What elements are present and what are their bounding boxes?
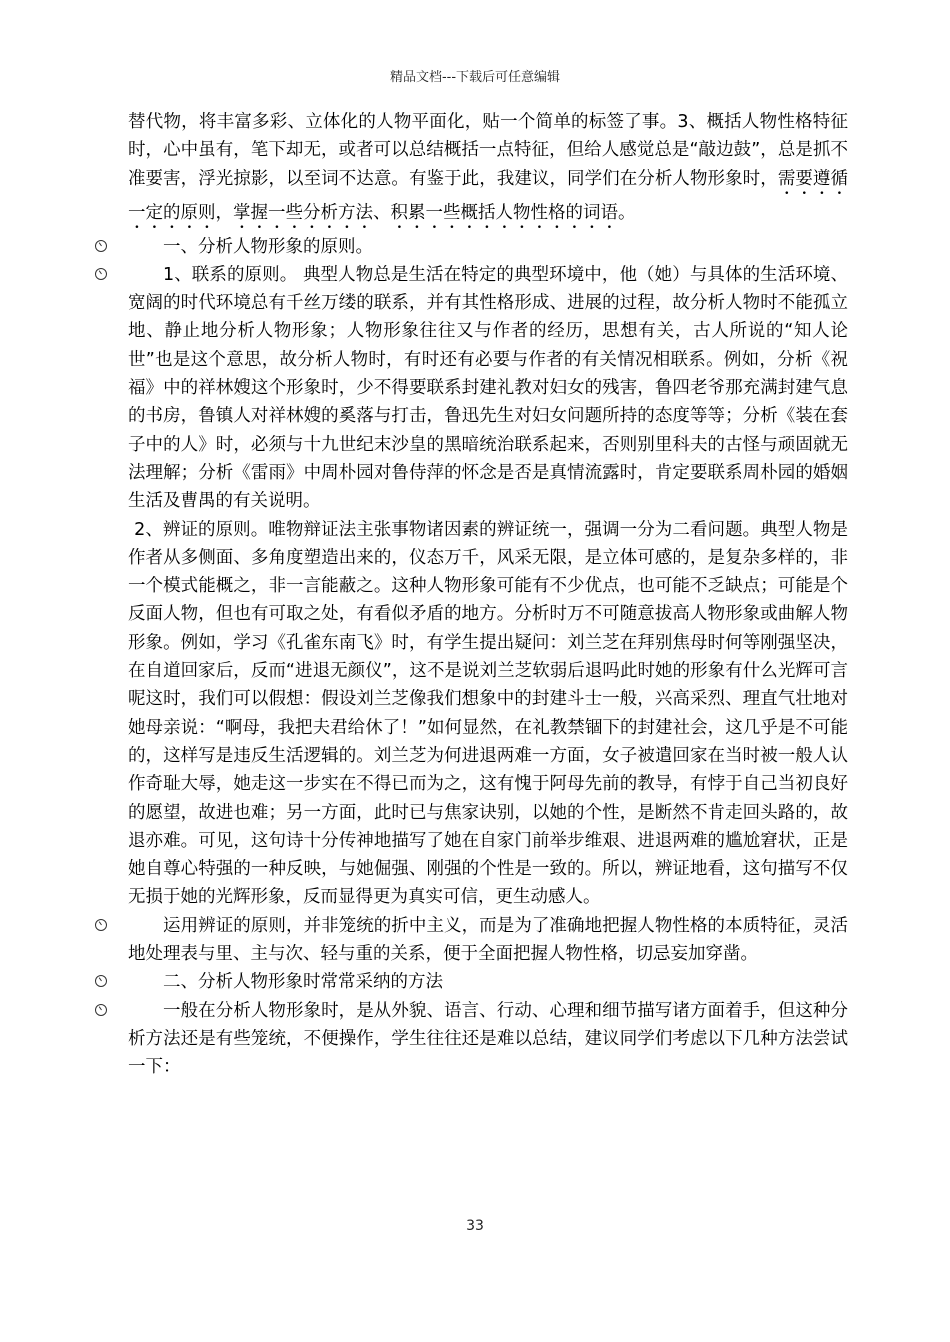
heading-methods	[128, 968, 848, 996]
page-number: 33	[466, 1218, 484, 1234]
paragraph-dialectic-summary	[128, 912, 848, 969]
page-header: 精品文档---下载后可任意编辑	[389, 70, 561, 85]
paragraph-text: 2、辨证的原则。唯物辩证法主张事物诸因素的辨证统一，强调一分为二看问题。典型人物是作者从多侧面、多角度塑造出来的，仪态万千，风采无限，是立体可感的，是复杂多样的，非一个模式能概之，非一言能蔽之。这种人物形象可能有不少优点，也可能不乏缺点；可能是个反面人物，但也有可取之处，有看似矛盾的地方。分析时万不可随意拔高人物形象或曲解人物形象。例如，学习《孔雀东南飞》时，有学生提出疑问：刘兰芝在拜别焦母时何等刚强坚决，在自道回家后，反而“进退无颜仪”，这不是说刘兰芝软弱后退吗此时她的形象有什么光辉可言呢这时，我们可以假想：假设刘兰芝像我们想象中的封建斗士一般，兴高采烈、理直气壮地对她母亲说：“啊母，我把夫君给休了！”如何显然，在礼教禁锢下的封建社会，这几乎是不可能的，这样写是违反生活逻辑的。刘兰芝为何进退两难一方面，女子被遣回家在当时被一般人认作奇耻大辱，她走这一步实在不得已而为之，这有愧于阿母先前的教导，有悖于自己当初良好的愿望，故进也难；另一方面，此时已与焦家诀别，以她的个性，是断然不肯走回头路的，故退亦难。可见，这句诗十分传神地描写了她在自家门前举步维艰、进退两难的尴尬窘状，正是她自尊心特强的一种反映，与她倔强、刚强的个性是一致的。所以，辨证地看，这句描写不仅无损于她的光辉形象，反而显得更为真实可信，更生动感人。	[128, 519, 848, 908]
clock-icon	[95, 975, 107, 987]
paragraph-dialectic-principle	[128, 516, 848, 912]
paragraph-continued	[128, 108, 848, 233]
paragraph-text: 1、联系的原则。 典型人物总是生活在特定的典型环境中，他（她）与具体的生活环境、宽阔的时代环境总有千丝万缕的联系，并有其性格形成、进展的过程，故分析人物时不能孤立地、静止地分析人物形象；人物形象往往又与作者的经历，思想有关，古人所说的“知人论世”也是这个意思，故分析人物时，有时还有必要与作者的有关情况相联系。例如，分析《祝福》中的祥林嫂这个形象时，少不得要联系封建礼教对妇女的残害，鲁四老爷那充满封建气息的书房，鲁镇人对祥林嫂的奚落与打击，鲁迅先生对妇女问题所持的态度等等；分析《装在套子中的人》时，必须与十九世纪末沙皇的黑暗统治联系起来，否则别里科夫的古怪与顽固就无法理解；分析《雷雨》中周朴园对鲁侍萍的怀念是否是真情流露时，肯定要联系周朴园的婚姻生活及曹禺的有关说明。	[128, 264, 848, 512]
clock-icon	[95, 1004, 107, 1016]
clock-icon	[95, 268, 107, 280]
paragraph-text: 一、分析人物形象的原则。	[163, 236, 373, 257]
clock-icon	[95, 240, 107, 252]
paragraph-text: 替代物，将丰富多彩、立体化的人物平面化，贴一个简单的标签了事。3、概括人物性格特征时，心中虽有，笔下却无，或者可以总结概括一点特征，但给人感觉总是“敲边鼓”，总是抓不准要害，浮光掠影，以至词不达意。有鉴于此，我建议，同学们在分析人物形象时，	[128, 112, 848, 189]
emphasized-text: 需要遵循一定的原则，掌握一些分析方法、积累一些概括人物性格的词语	[128, 168, 848, 223]
clock-icon	[95, 919, 107, 931]
paragraph-text: 一般在分析人物形象时，是从外貌、语言、行动、心理和细节描写诸方面着手，但这种分析方法还是有些笼统，不便操作，学生往往还是难以总结，建议同学们考虑以下几种方法尝试一下：	[128, 1000, 848, 1078]
paragraph-text: 运用辨证的原则，并非笼统的折中主义，而是为了准确地把握人物性格的本质特征，灵活地处理表与里、主与次、轻与重的关系，便于全面把握人物性格，切忌妄加穿凿。	[128, 915, 848, 965]
paragraph-text: 二、分析人物形象时常常采纳的方法	[163, 972, 443, 993]
paragraph-methods-intro	[128, 997, 848, 1082]
paragraph-text: 。	[618, 202, 636, 223]
document-body	[128, 108, 848, 1082]
heading-principles	[128, 233, 848, 261]
paragraph-connection-principle	[128, 261, 848, 516]
